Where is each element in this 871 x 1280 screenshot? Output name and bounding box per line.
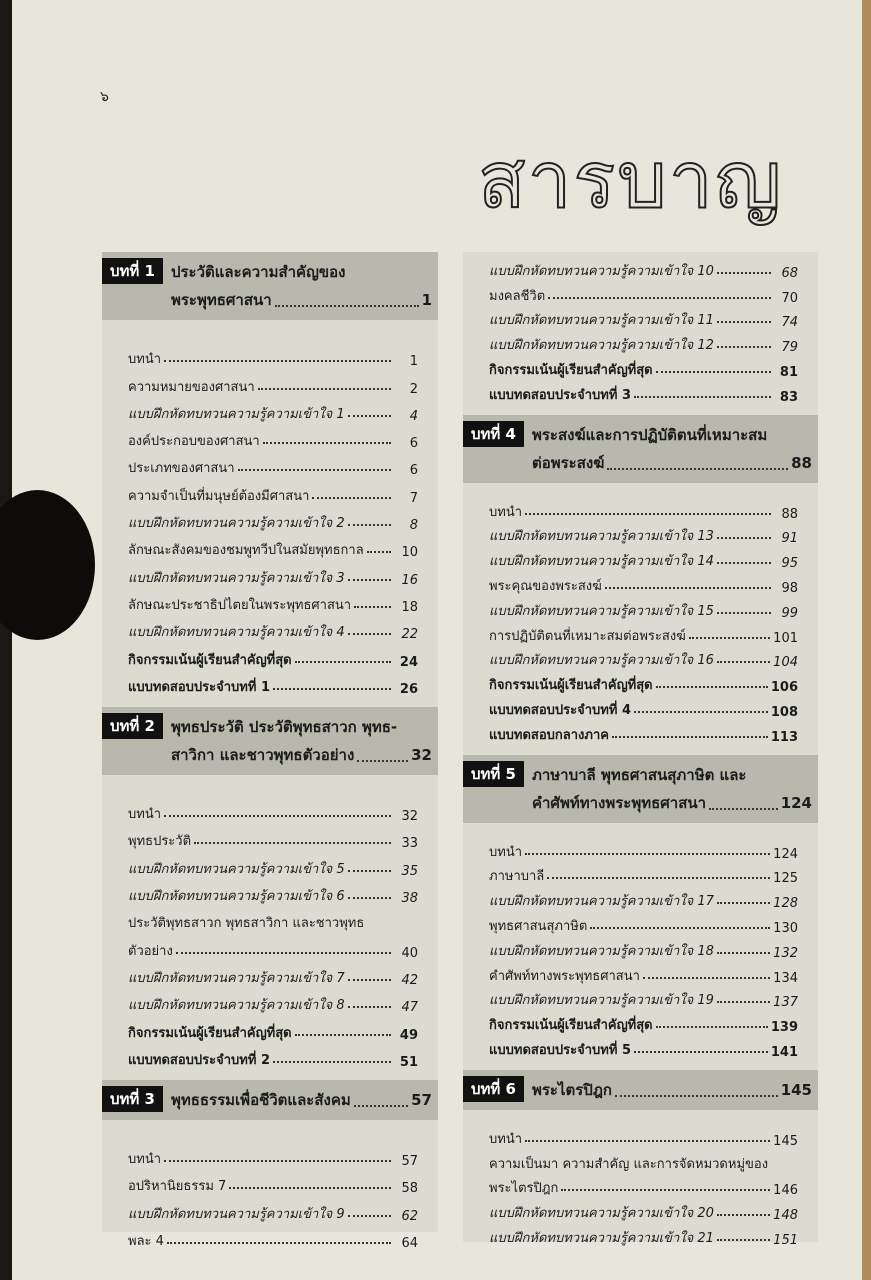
dot-leader <box>590 927 770 929</box>
entry-title: แบบฝึกหัดทบทวนความรู้ความเข้าใจ 8 <box>128 998 345 1014</box>
toc-entry[interactable] <box>128 961 418 988</box>
toc-entry[interactable] <box>489 1124 798 1149</box>
entry-page: 81 <box>779 364 798 380</box>
entry-page: 1 <box>409 354 418 370</box>
chapter-entries <box>463 483 818 755</box>
toc-entry[interactable] <box>128 988 418 1015</box>
entry-title: บทนำ <box>128 807 162 823</box>
dot-leader <box>525 513 771 515</box>
dot-leader <box>348 870 391 872</box>
dot-leader <box>717 952 770 954</box>
chapter-title-line1: ประวัติและความสำคัญของ <box>170 263 346 281</box>
chapter-page: 145 <box>780 1080 812 1099</box>
dot-leader <box>348 1006 391 1008</box>
entry-page: 139 <box>770 1020 798 1036</box>
entry-title: กิจกรรมเน้นผู้เรียนสำคัญที่สุด <box>128 1025 292 1041</box>
chapter-header[interactable] <box>463 755 818 823</box>
chapter-title-line2: ต่อพระสงฆ์ <box>531 453 605 472</box>
dot-leader <box>348 415 391 417</box>
chapter-label: บทที่ 3 <box>102 1086 163 1112</box>
entry-page: 70 <box>781 290 798 306</box>
chapter-page: 1 <box>421 291 432 309</box>
dot-leader <box>348 579 391 581</box>
dot-leader <box>167 1242 391 1244</box>
dot-leader <box>612 736 768 738</box>
entry-page: 6 <box>409 436 418 452</box>
dot-leader <box>717 612 771 614</box>
entry-page: 95 <box>781 556 798 572</box>
toc-entry[interactable] <box>489 1174 798 1199</box>
toc-entry[interactable] <box>128 1043 418 1070</box>
entry-title: แบบฝึกหัดทบทวนความรู้ความเข้าใจ 18 <box>489 943 714 959</box>
entry-page: 124 <box>773 846 798 862</box>
dot-leader <box>295 1034 391 1036</box>
toc-entry[interactable] <box>128 506 418 533</box>
entry-page: 42 <box>401 972 418 988</box>
toc-entry[interactable] <box>489 571 798 596</box>
dot-leader <box>548 297 771 299</box>
dot-leader <box>176 952 391 954</box>
entry-page: 137 <box>773 995 798 1011</box>
entry-page: 74 <box>781 315 798 331</box>
toc-entry[interactable] <box>128 1142 418 1169</box>
dot-leader <box>634 396 771 398</box>
dot-leader <box>229 1187 391 1189</box>
entry-title: ประเภทของศาสนา <box>128 461 235 477</box>
entry-page: 16 <box>401 572 418 588</box>
entry-page: 22 <box>401 627 418 643</box>
chapter-entries <box>463 1110 818 1258</box>
entry-page: 101 <box>773 630 798 646</box>
toc-entry[interactable] <box>489 886 798 911</box>
toc-entry[interactable] <box>489 720 798 745</box>
toc-entry[interactable] <box>489 911 798 936</box>
entry-page: 91 <box>781 531 798 547</box>
entry-page: 145 <box>773 1133 798 1149</box>
entry-title: องค์ประกอบของศาสนา <box>128 434 260 450</box>
dot-leader <box>717 562 771 564</box>
chapter-title-line2: สาวิกา และชาวพุทธตัวอย่าง <box>170 745 355 764</box>
entry-page: 4 <box>409 408 418 424</box>
dot-leader <box>258 388 391 390</box>
chapter-header[interactable] <box>463 415 818 483</box>
entry-title: แบบฝึกหัดทบทวนความรู้ความเข้าใจ 11 <box>489 313 714 329</box>
toc-entry[interactable] <box>489 330 798 355</box>
entry-title: แบบฝึกหัดทบทวนความรู้ความเข้าใจ 20 <box>489 1206 714 1222</box>
toc-entry[interactable] <box>128 1015 418 1042</box>
entry-page: 58 <box>401 1181 418 1197</box>
toc-entry[interactable] <box>489 256 798 281</box>
entry-title: บทนำ <box>128 352 162 368</box>
entry-page: 64 <box>401 1236 418 1252</box>
entry-title: อปริหานิยธรรม 7 <box>128 1179 227 1195</box>
entry-title: มงคลชีวิต <box>489 288 546 304</box>
toc-entry[interactable] <box>489 936 798 961</box>
chapter-entries <box>102 1120 438 1261</box>
entry-title: ตัวอย่าง <box>128 943 173 959</box>
entry-page: 38 <box>401 891 418 907</box>
entry-title: แบบฝึกหัดทบทวนความรู้ความเข้าใจ 16 <box>489 653 714 669</box>
chapter-header[interactable] <box>463 1070 818 1110</box>
toc-entry[interactable] <box>489 596 798 621</box>
dot-leader <box>367 551 391 553</box>
entry-page: 51 <box>399 1054 418 1070</box>
toc-entry[interactable] <box>489 695 798 720</box>
continued-entries <box>463 252 818 415</box>
dot-leader <box>238 469 391 471</box>
entry-title: ความหมายของศาสนา <box>128 379 255 395</box>
entry-title: บทนำ <box>489 844 523 860</box>
entry-title: บทนำ <box>489 504 523 520</box>
entry-title: แบบทดสอบประจำบทที่ 5 <box>489 1042 631 1058</box>
dot-leader <box>348 897 391 899</box>
entry-page: 49 <box>399 1027 418 1043</box>
entry-page: 32 <box>401 809 418 825</box>
dot-leader <box>273 1061 391 1063</box>
chapter-header[interactable] <box>102 707 438 775</box>
entry-title: ภาษาบาลี <box>489 869 545 885</box>
entry-page: 146 <box>773 1183 798 1199</box>
dot-leader <box>607 449 788 470</box>
dot-leader <box>164 1160 391 1162</box>
toc-entry[interactable] <box>489 1198 798 1223</box>
entry-title: คำศัพท์ทางพระพุทธศาสนา <box>489 968 640 984</box>
dot-leader <box>348 979 391 981</box>
chapter-title-line2: พระไตรปิฎก <box>531 1080 612 1099</box>
chapter-label: บทที่ 4 <box>463 421 524 447</box>
dot-leader <box>354 1086 408 1107</box>
entry-page: 35 <box>401 863 418 879</box>
entry-title: แบบฝึกหัดทบทวนความรู้ความเข้าใจ 13 <box>489 529 714 545</box>
toc-entry[interactable] <box>128 533 418 560</box>
entry-page: 141 <box>770 1044 798 1060</box>
entry-title: แบบฝึกหัดทบทวนความรู้ความเข้าใจ 15 <box>489 603 714 619</box>
toc-entry[interactable] <box>128 424 418 451</box>
entry-title: แบบฝึกหัดทบทวนความรู้ความเข้าใจ 6 <box>128 889 345 905</box>
entry-page: 130 <box>773 920 798 936</box>
chapter-page: 32 <box>411 745 432 764</box>
dot-leader <box>312 497 391 499</box>
toc-entry[interactable] <box>128 369 418 396</box>
dot-leader <box>164 360 391 362</box>
dot-leader <box>717 661 770 663</box>
entry-page: 106 <box>770 680 798 696</box>
dot-leader <box>561 1189 770 1191</box>
chapter-label: บทที่ 6 <box>463 1076 524 1102</box>
dot-leader <box>717 902 770 904</box>
toc-entry[interactable] <box>128 478 418 505</box>
dot-leader <box>717 272 771 274</box>
toc-entry[interactable] <box>128 615 418 642</box>
entry-title: แบบทดสอบประจำบทที่ 4 <box>489 702 631 718</box>
toc-entry[interactable] <box>489 281 798 306</box>
entry-title: ลักษณะสังคมของชมพูทวีปในสมัยพุทธกาล <box>128 543 364 559</box>
entry-title: แบบฝึกหัดทบทวนความรู้ความเข้าใจ 9 <box>128 1206 345 1222</box>
toc-entry[interactable] <box>489 862 798 887</box>
entry-page: 134 <box>773 970 798 986</box>
toc-entry[interactable] <box>489 1149 798 1174</box>
entry-page: 62 <box>401 1208 418 1224</box>
dot-leader <box>295 661 391 663</box>
chapter-title-line2: คำศัพท์ทางพระพุทธศาสนา <box>531 793 707 812</box>
toc-entry[interactable] <box>128 451 418 478</box>
entry-title: พระคุณของพระสงฆ์ <box>489 578 602 594</box>
entry-title: การปฏิบัติตนที่เหมาะสมต่อพระสงฆ์ <box>489 628 686 644</box>
entry-title: กิจกรรมเน้นผู้เรียนสำคัญที่สุด <box>489 1018 653 1034</box>
dot-leader <box>656 371 771 373</box>
toc-entry[interactable] <box>128 342 418 369</box>
dot-leader <box>263 442 391 444</box>
chapter-title-line1: พระสงฆ์และการปฏิบัติตนที่เหมาะสม <box>531 425 768 444</box>
entry-title: บทนำ <box>128 1152 162 1168</box>
dot-leader <box>348 633 391 635</box>
dot-leader <box>275 286 419 307</box>
entry-title: แบบฝึกหัดทบทวนความรู้ความเข้าใจ 14 <box>489 554 714 570</box>
toc-entry[interactable] <box>128 1196 418 1223</box>
entry-page: 99 <box>781 605 798 621</box>
chapter-page: 124 <box>780 793 812 812</box>
entry-page: 151 <box>773 1232 798 1248</box>
dot-leader <box>717 537 771 539</box>
toc-entry[interactable] <box>128 642 418 669</box>
dot-leader <box>164 815 391 817</box>
entry-page: 24 <box>399 654 418 670</box>
dot-leader <box>634 711 768 713</box>
chapter-label: บทที่ 2 <box>102 713 163 739</box>
entry-page: 125 <box>773 871 798 887</box>
entry-page: 10 <box>401 545 418 561</box>
toc-entry[interactable] <box>489 670 798 695</box>
entry-page: 6 <box>409 463 418 479</box>
dot-leader <box>605 587 771 589</box>
entry-title: ลักษณะประชาธิปไตยในพระพุทธศาสนา <box>128 597 352 613</box>
dot-leader <box>525 1140 770 1142</box>
dot-leader <box>656 686 768 688</box>
entry-title: ประวัติพุทธสาวก พุทธสาวิกา และชาวพุทธ <box>128 916 365 932</box>
chapter-title-line1: พุทธประวัติ ประวัติพุทธสาวก พุทธ- <box>170 717 398 736</box>
entry-title: แบบฝึกหัดทบทวนความรู้ความเข้าใจ 1 <box>128 406 345 422</box>
toc-entry[interactable] <box>489 522 798 547</box>
entry-page: 2 <box>409 381 418 397</box>
entry-title: กิจกรรมเน้นผู้เรียนสำคัญที่สุด <box>489 362 653 378</box>
toc-entry[interactable] <box>128 851 418 878</box>
entry-page: 88 <box>781 506 798 522</box>
entry-page: 108 <box>770 704 798 720</box>
entry-title: พุทธศาสนสุภาษิต <box>489 918 588 934</box>
toc-right-column <box>463 252 818 1248</box>
dot-leader <box>525 853 770 855</box>
toc-entry[interactable] <box>489 1223 798 1248</box>
entry-title: แบบฝึกหัดทบทวนความรู้ความเข้าใจ 7 <box>128 970 345 986</box>
entry-page: 79 <box>781 340 798 356</box>
entry-title: แบบฝึกหัดทบทวนความรู้ความเข้าใจ 21 <box>489 1230 714 1246</box>
entry-page: 33 <box>401 836 418 852</box>
toc-entry[interactable] <box>128 824 418 851</box>
dot-leader <box>615 1076 778 1097</box>
entry-page: 98 <box>781 580 798 596</box>
chapter-label: บทที่ 1 <box>102 258 163 284</box>
dot-leader <box>717 1239 770 1241</box>
entry-title: บทนำ <box>489 1131 523 1147</box>
entry-page: 57 <box>401 1154 418 1170</box>
entry-page: 26 <box>399 681 418 697</box>
dot-leader <box>643 977 770 979</box>
toc-entry[interactable] <box>128 1169 418 1196</box>
dot-leader <box>717 1001 770 1003</box>
entry-title: แบบฝึกหัดทบทวนความรู้ความเข้าใจ 17 <box>489 894 714 910</box>
dot-leader <box>656 1026 768 1028</box>
dot-leader <box>709 789 778 810</box>
toc-entry[interactable] <box>489 1010 798 1035</box>
chapter-header[interactable] <box>102 252 438 320</box>
entry-title: พละ 4 <box>128 1234 164 1250</box>
entry-title: พุทธประวัติ <box>128 834 192 850</box>
page-title: สารบาญ <box>478 136 784 224</box>
entry-page: 148 <box>773 1208 798 1224</box>
dot-leader <box>717 321 771 323</box>
entry-page: 113 <box>770 729 798 745</box>
toc-entry[interactable] <box>489 621 798 646</box>
entry-title: ความจำเป็นที่มนุษย์ต้องมีศาสนา <box>128 488 310 504</box>
dot-leader <box>689 637 770 639</box>
chapter-entries <box>102 775 438 1080</box>
page-number: ๖ <box>100 89 109 105</box>
entry-title: กิจกรรมเน้นผู้เรียนสำคัญที่สุด <box>128 652 292 668</box>
toc-entry[interactable] <box>128 797 418 824</box>
entry-page: 68 <box>781 265 798 281</box>
entry-page: 83 <box>779 389 798 405</box>
toc-entry[interactable] <box>128 560 418 587</box>
chapter-title-line2: พุทธธรรมเพื่อชีวิตและสังคม <box>170 1090 351 1109</box>
entry-title: แบบฝึกหัดทบทวนความรู้ความเข้าใจ 10 <box>489 263 714 279</box>
entry-title: กิจกรรมเน้นผู้เรียนสำคัญที่สุด <box>489 678 653 694</box>
dot-leader <box>634 1051 768 1053</box>
chapter-entries <box>102 320 438 707</box>
entry-title: แบบทดสอบประจำบทที่ 2 <box>128 1052 270 1068</box>
toc-entry[interactable] <box>489 1035 798 1060</box>
toc-entry[interactable] <box>489 837 798 862</box>
toc-entry[interactable] <box>128 397 418 424</box>
toc-entry[interactable] <box>489 355 798 380</box>
entry-title: แบบฝึกหัดทบทวนความรู้ความเข้าใจ 2 <box>128 516 345 532</box>
toc-entry[interactable] <box>489 986 798 1011</box>
dot-leader <box>348 1215 391 1217</box>
entry-title: แบบทดสอบกลางภาค <box>489 727 609 743</box>
entry-title: ความเป็นมา ความสำคัญ และการจัดหมวดหมู่ของ <box>489 1156 769 1172</box>
entry-title: แบบฝึกหัดทบทวนความรู้ความเข้าใจ 19 <box>489 993 714 1009</box>
toc-entry[interactable] <box>128 906 418 933</box>
toc-entry[interactable] <box>128 879 418 906</box>
dot-leader <box>194 842 391 844</box>
toc-entry[interactable] <box>128 933 418 960</box>
page-edge <box>862 0 871 1280</box>
entry-page: 128 <box>773 896 798 912</box>
entry-title: แบบฝึกหัดทบทวนความรู้ความเข้าใจ 12 <box>489 338 714 354</box>
toc-entry[interactable] <box>489 546 798 571</box>
chapter-header[interactable] <box>102 1080 438 1120</box>
chapter-label: บทที่ 5 <box>463 761 524 787</box>
toc-entry[interactable] <box>489 961 798 986</box>
entry-title: แบบทดสอบประจำบทที่ 3 <box>489 387 631 403</box>
toc-entry[interactable] <box>489 646 798 671</box>
entry-page: 132 <box>773 945 798 961</box>
chapter-page: 57 <box>411 1090 432 1109</box>
entry-title: แบบฝึกหัดทบทวนความรู้ความเข้าใจ 3 <box>128 570 345 586</box>
chapter-page: 88 <box>791 453 812 472</box>
dot-leader <box>348 524 391 526</box>
entry-page: 40 <box>401 945 418 961</box>
dot-leader <box>357 741 408 762</box>
chapter-entries <box>463 823 818 1070</box>
toc-entry[interactable] <box>128 588 418 615</box>
entry-page: 7 <box>409 490 418 506</box>
dot-leader <box>354 606 391 608</box>
entry-title: พระไตรปิฎก <box>489 1181 559 1197</box>
dot-leader <box>717 346 771 348</box>
dot-leader <box>717 1214 770 1216</box>
toc-entry[interactable] <box>128 670 418 697</box>
chapter-title-line1: ภาษาบาลี พุทธศาสนสุภาษิต และ <box>531 765 747 784</box>
dot-leader <box>547 877 770 879</box>
chapter-title-line2: พระพุทธศาสนา <box>170 291 272 309</box>
entry-page: 8 <box>409 518 418 534</box>
entry-title: แบบฝึกหัดทบทวนความรู้ความเข้าใจ 4 <box>128 625 345 641</box>
toc-left-column <box>102 252 438 1252</box>
toc-entry[interactable] <box>489 380 798 405</box>
dot-leader <box>273 688 391 690</box>
entry-title: แบบฝึกหัดทบทวนความรู้ความเข้าใจ 5 <box>128 861 345 877</box>
toc-entry[interactable] <box>128 1224 418 1251</box>
entry-page: 18 <box>401 599 418 615</box>
entry-page: 47 <box>401 1000 418 1016</box>
entry-page: 104 <box>773 655 798 671</box>
entry-title: แบบทดสอบประจำบทที่ 1 <box>128 679 270 695</box>
toc-entry[interactable] <box>489 497 798 522</box>
toc-entry[interactable] <box>489 306 798 331</box>
